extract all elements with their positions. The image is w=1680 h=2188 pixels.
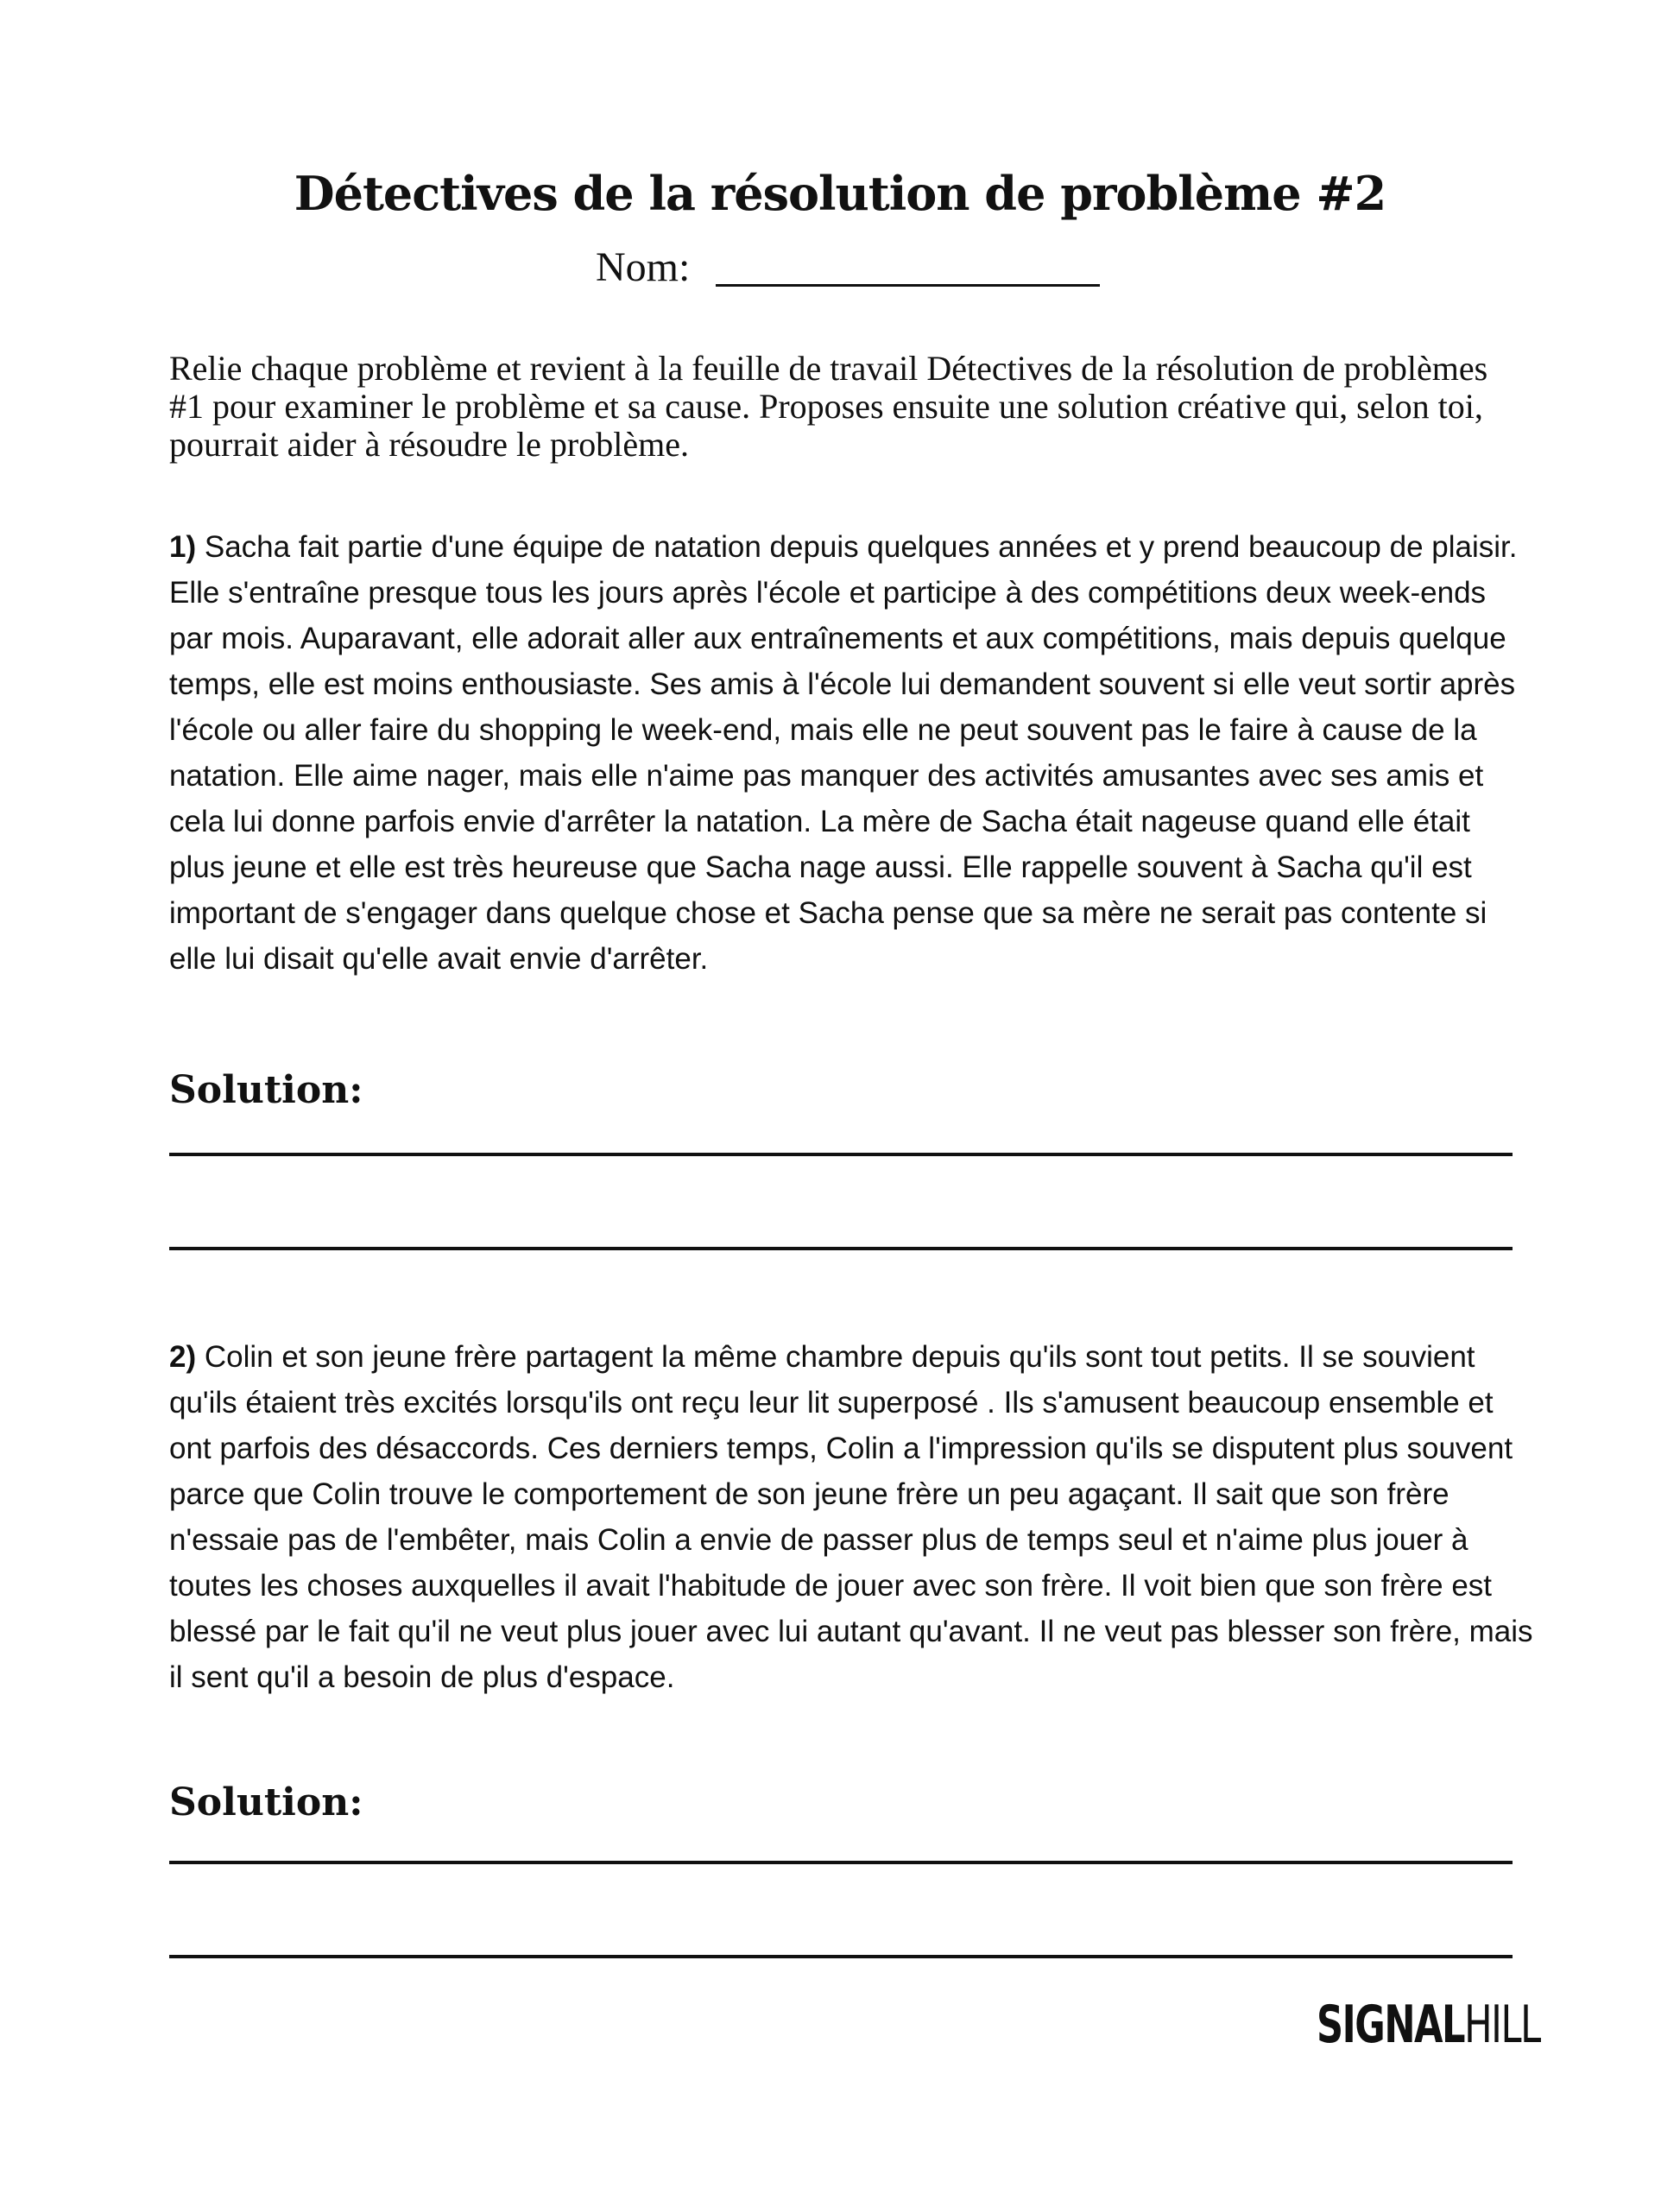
name-field-row: [596, 242, 1100, 294]
problem-2: [169, 1334, 1533, 1700]
solution-label-2: Solution:: [169, 1780, 363, 1824]
problem-text: Sacha fait partie d'une équipe de natation depuis quelques années et y prend beaucoup de plaisir. Elle s'entraîne presque tous les jours après l'école et participe à des compétitions deux week-ends par mois. Auparavant, elle adorait aller aux entraînements et aux compétitions, mais depuis quelque temps, elle est moins enthousiaste. Ses amis à l'école lui demandent souvent si elle veut sortir après l'école ou aller faire du shopping le week-end, mais elle ne peut souvent pas le faire à cause de la natation. Elle aime nager, mais elle n'aime pas manquer des activités amusantes avec ses amis et cela lui donne parfois envie d'arrêter la natation. La mère de Sacha était nageuse quand elle était plus jeune et elle est très heureuse que Sacha nage aussi. Elle rappelle souvent à Sacha qu'il est important de s'engager dans quelque chose et Sacha pense que sa mère ne serait pas contente si elle lui disait qu'elle avait envie d'arrêter.: [169, 530, 1518, 976]
problem-number: 2): [169, 1340, 197, 1374]
page-title: Détectives de la résolution de problème #2: [294, 166, 1386, 221]
instructions: Relie chaque problème et revient à la feuille de travail Détectives de la résolution de problèmes #1 pour examiner le problème et sa cause. Proposes ensuite une solution créative qui, selon toi, pourrait aider à résoudre le problème.: [169, 349, 1488, 464]
answer-line-1a[interactable]: [169, 1153, 1513, 1156]
problem-1: [169, 524, 1533, 982]
name-label: Nom:: [596, 244, 691, 290]
name-blank-line[interactable]: [716, 284, 1100, 287]
answer-line-1b[interactable]: [169, 1247, 1513, 1250]
answer-line-2a[interactable]: [169, 1861, 1513, 1864]
solution-label-1: Solution:: [169, 1068, 363, 1112]
problem-number: 1): [169, 530, 197, 564]
signalhill-logo: [1317, 1990, 1540, 2059]
problem-text: Colin et son jeune frère partagent la même chambre depuis qu'ils sont tout petits. Il se souvient qu'ils étaient très excités lorsqu'ils ont reçu leur lit superposé . Ils s'amusent beaucoup ensemble et ont parfois des désaccords. Ces derniers temps, Colin a l'impression qu'ils se disputent plus souvent parce que Colin trouve le comportement de son jeune frère un peu agaçant. Il sait que son frère n'essaie pas de l'embêter, mais Colin a envie de passer plus de temps seul et n'aime plus jouer à toutes les choses auxquelles il avait l'habitude de jouer avec son frère. Il voit bien que son frère est blessé par le fait qu'il ne veut plus jouer avec lui autant qu'avant. Il ne veut pas blesser son frère, mais il sent qu'il a besoin de plus d'espace.: [169, 1340, 1533, 1694]
logo-hill: HILL: [1464, 1995, 1540, 2055]
answer-line-2b[interactable]: [169, 1955, 1513, 1958]
logo-signal: SIGNAL: [1317, 1995, 1465, 2055]
